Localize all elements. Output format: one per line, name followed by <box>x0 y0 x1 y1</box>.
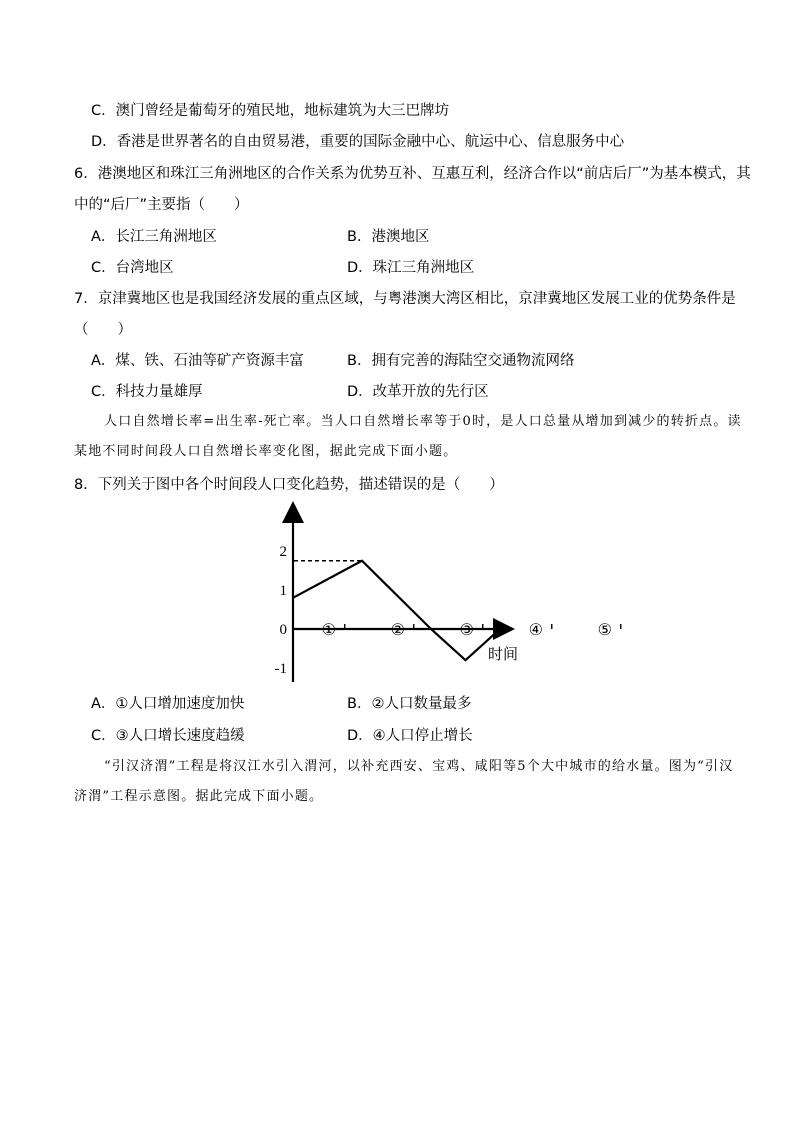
q6-stem-line1: 6．港澳地区和珠江三角洲地区的合作关系为优势互补、互惠互利，经济合作以“前店后厂”为基本模式，其 <box>74 166 751 182</box>
y-tick-label: 0 <box>279 622 287 638</box>
y-tick-label: 1 <box>279 583 287 599</box>
q7-option-c: C．科技力量雄厚 <box>91 384 203 400</box>
x-tick-label: ① <box>321 622 336 639</box>
x-tick-label: ④ <box>528 622 543 639</box>
q6-option-b: B．港澳地区 <box>347 229 430 245</box>
population-growth-chart <box>270 500 612 684</box>
x-tick-label: ③ <box>459 622 474 639</box>
q6-option-c: C．台湾地区 <box>91 260 174 276</box>
q8-option-c: C．③人口增长速度趋缓 <box>91 728 245 744</box>
x-axis-label: 时间 <box>487 647 519 663</box>
q5-option-d: D．香港是世界著名的自由贸易港，重要的国际金融中心、航运中心、信息服务中心 <box>91 134 625 150</box>
q7-option-b: B．拥有完善的海陆空交通物流网络 <box>347 353 575 369</box>
y-tick-label: 2 <box>279 544 287 560</box>
q7-stem-line2: （ ） <box>74 322 132 338</box>
q8-option-a: A．①人口增加速度加快 <box>91 696 245 712</box>
q8-stem: 8．下列关于图中各个时间段人口变化趋势，描述错误的是（ ） <box>74 477 504 493</box>
q5-option-c: C．澳门曾经是葡萄牙的殖民地，地标建筑为大三巴牌坊 <box>91 103 450 119</box>
q6-stem-line2: 中的“后厂”主要指（ ） <box>74 197 249 213</box>
y-tick-label: -1 <box>274 661 287 677</box>
q7-option-d: D．改革开放的先行区 <box>347 384 489 400</box>
series-line <box>293 561 500 660</box>
material-1-line2: 某地不同时间段人口自然增长率变化图，据此完成下面小题。 <box>74 444 458 459</box>
material-2-line1: “引汉济渭”工程是将汉江水引入渭河，以补充西安、宝鸡、咸阳等5个大中城市的给水量。图为“引汉 <box>104 759 734 774</box>
q8-option-b: B．②人口数量最多 <box>347 696 472 712</box>
material-1-line1: 人口自然增长率=出生率-死亡率。当人口自然增长率等于0时，是人口总量从增加到减少的转折点。读 <box>104 414 742 429</box>
x-tick-label: ⑤ <box>597 622 612 639</box>
x-tick-label: ② <box>390 622 405 639</box>
material-2-line2: 济渭”工程示意图。据此完成下面小题。 <box>74 789 324 804</box>
q8-option-d: D．④人口停止增长 <box>347 728 473 744</box>
q7-stem-line1: 7．京津冀地区也是我国经济发展的重点区域，与粤港澳大湾区相比，京津冀地区发展工业的优势条件是 <box>74 291 736 307</box>
q6-option-a: A．长江三角洲地区 <box>91 229 217 245</box>
q6-option-d: D．珠江三角洲地区 <box>347 260 475 276</box>
q7-option-a: A．煤、铁、石油等矿产资源丰富 <box>91 353 304 369</box>
